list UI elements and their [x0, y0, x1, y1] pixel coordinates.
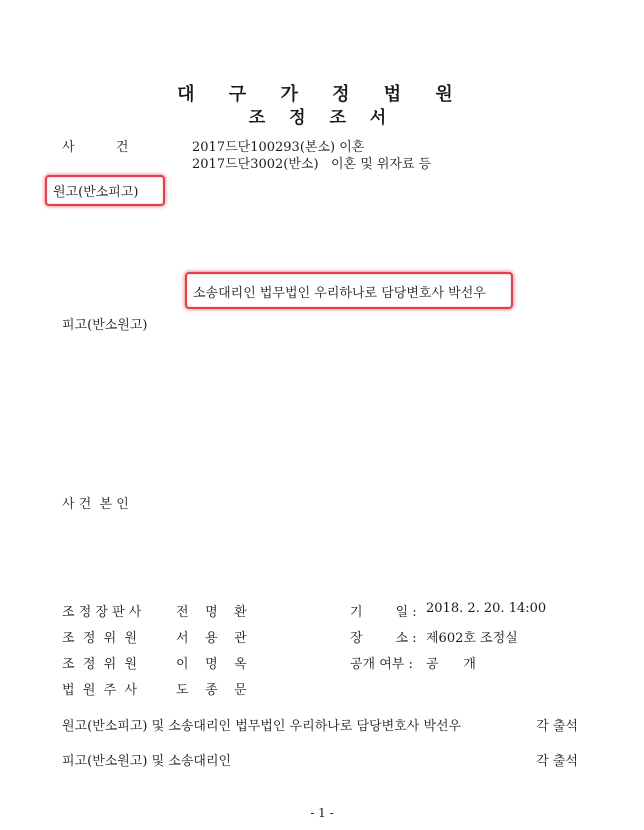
session-public: 공 개 [426, 657, 476, 672]
attendance-party: 피고(반소원고) 및 소송대리인 [62, 754, 232, 769]
principal-label: 사 건 본 인 [62, 497, 129, 512]
attendance-party: 원고(반소피고) 및 소송대리인 법무법인 우리하나로 담당변호사 박선우 [62, 719, 462, 734]
staff-role: 법 원 주 사 [62, 683, 138, 698]
session-label: 기 일 : [350, 605, 417, 620]
session-place: 제602호 조정실 [426, 631, 518, 646]
attendance-status: 각 출석 [536, 754, 578, 769]
staff-role: 조 정 장 판 사 [62, 605, 142, 620]
case-number-main: 2017드단100293(본소) 이혼 [192, 140, 365, 155]
court-name: 대 구 가 정 법 원 [177, 84, 467, 105]
page-number: - 1 - [310, 806, 334, 820]
plaintiff-counsel: 소송대리인 법무법인 우리하나로 담당변호사 박선우 [193, 286, 486, 301]
session-label: 공개 여부 : [350, 657, 413, 672]
attendance-row [62, 750, 578, 769]
defendant-label: 피고(반소원고) [62, 318, 148, 333]
session-date: 2018. 2. 20. 14:00 [426, 601, 547, 616]
staff-role: 조 정 위 원 [62, 657, 138, 672]
case-number-counter: 2017드단3002(반소) 이혼 및 위자료 등 [192, 157, 432, 172]
document-title: 조 정 조 서 [248, 108, 396, 128]
staff-name: 도 종 문 [176, 683, 247, 698]
session-label: 장 소 : [350, 631, 417, 646]
staff-name: 이 명 옥 [176, 657, 247, 672]
staff-name: 전 명 환 [176, 605, 247, 620]
plaintiff-label: 원고(반소피고) [53, 185, 139, 200]
attendance-row [62, 715, 578, 734]
staff-role: 조 정 위 원 [62, 631, 138, 646]
staff-name: 서 용 관 [176, 631, 247, 646]
case-label: 사 건 [62, 140, 129, 155]
attendance-status: 각 출석 [536, 719, 578, 734]
